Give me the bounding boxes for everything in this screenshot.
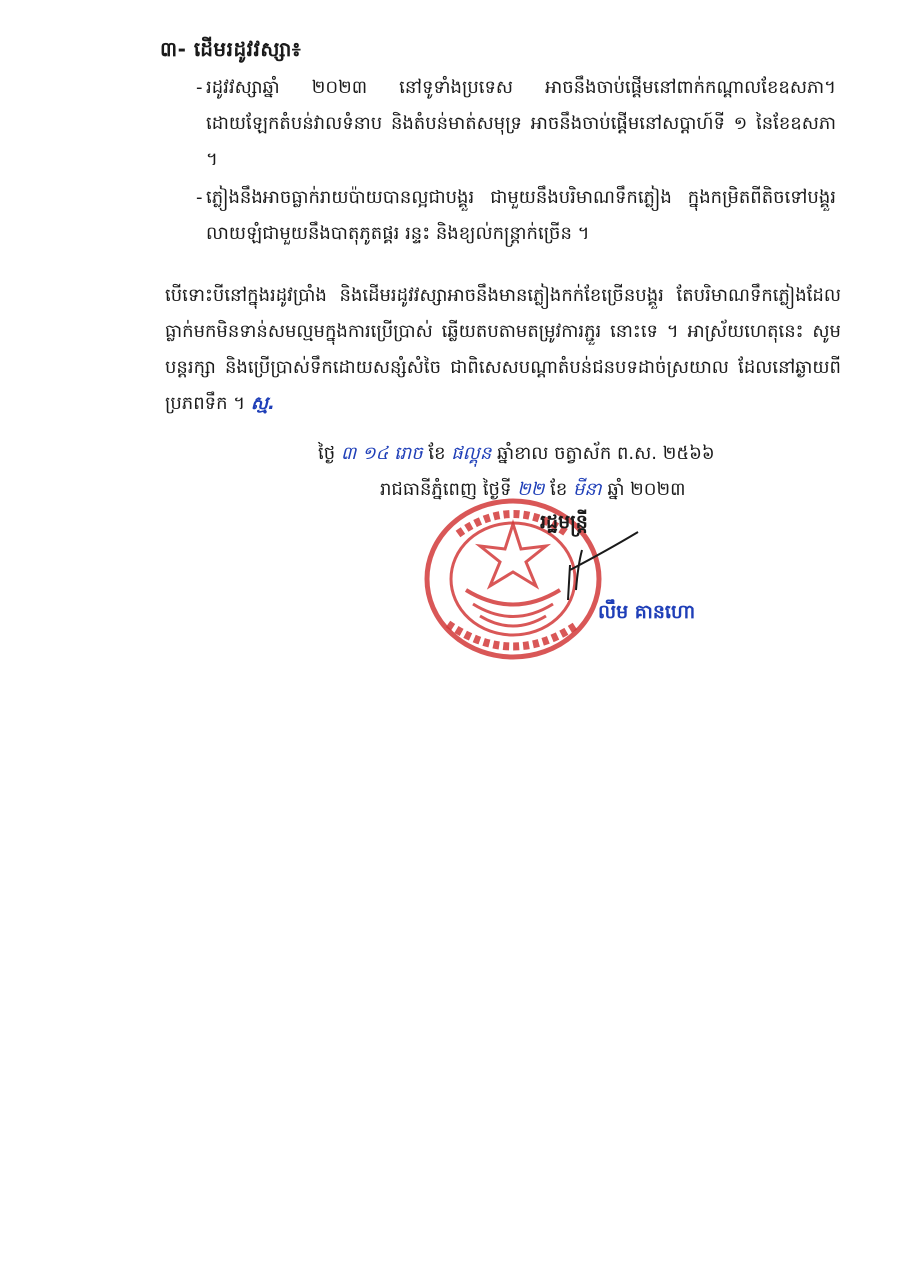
lunar-dateline [318,436,848,472]
bullet-dash: - [196,187,203,208]
handwritten-lunar-day: ៣ ១៤ រោច [340,443,423,464]
paragraph-text: បើទោះបីនៅក្នុងរដូវប្រាំង និងដើមរដូវវស្សាអាចនឹងមានភ្លៀងកក់ខែច្រើនបង្គួរ តែបរិមាណទឹកភ្លៀងដែលធ្លាក់មកមិនទាន់សមល្មមក្នុងការប្រើប្រាស់ ឆ្លើយតបតាមតម្រូវការភ្ជួរ នោះទេ ។ អាស្រ័យហេតុនេះ សូមបន្តរក្សា និងប្រើប្រាស់ទឹកដោយសន្សំសំចៃ ជាពិសេសបណ្តាតំបន់ជនបទដាច់ស្រយាល ដែលនៅឆ្ងាយពីប្រភពទឹក ។ [165,285,841,414]
section-heading: ៣- ដើមរដូវវស្សា៖ [160,37,302,61]
dateline-month-label: ខែ [428,443,446,464]
handwritten-lunar-month: ផល្គុន [451,443,492,464]
bullet-text: ភ្លៀងនឹងអាចធ្លាក់រាយប៉ាយបានល្អជាបង្គួរ ជាមួយនឹងបរិមាណទឹកភ្លៀង ក្នុងកម្រិតពីតិចទៅបង្គួរ លាយឡំជាមួយនឹងបាតុភូតផ្គរ រន្ទះ និងខ្យល់កន្ត្រាក់ច្រើន ។ [206,187,836,244]
handwritten-initial: ស្ម. [250,393,275,414]
bullet-dash: - [196,77,203,98]
dateline-prefix: ថ្ងៃ [318,443,336,464]
place-month-label: ខែ [550,479,568,500]
bullet-item-1 [196,70,836,178]
signatory-name: លឹម គានហោ [598,601,696,623]
dateline-suffix: ឆ្នាំខាល ចត្វាស័ក ព.ស. ២៥៦៦ [496,443,715,464]
handwritten-signature [548,530,648,610]
bullet-item-2 [196,180,836,252]
signatory-title: រដ្ឋមន្ត្រី [540,511,588,533]
handwritten-month: មីនា [573,479,602,500]
bullet-text: រដូវវស្សាឆ្នាំ ២០២៣ នៅទូទាំងប្រទេស អាចនឹងចាប់ផ្តើមនៅពាក់កណ្តាលខែឧសភា។ ដោយឡែកតំបន់វាលទំនាប និងតំបន់មាត់សមុទ្រ អាចនឹងចាប់ផ្តើមនៅសប្តាហ៍ទី ១ នៃខែឧសភា ។ [206,77,836,170]
place-year: ឆ្នាំ ២០២៣ [607,479,686,500]
body-paragraph [165,278,841,422]
place-prefix: រាជធានីភ្នំពេញ ថ្ងៃទី [380,479,512,500]
handwritten-day: ២២ [517,479,545,500]
